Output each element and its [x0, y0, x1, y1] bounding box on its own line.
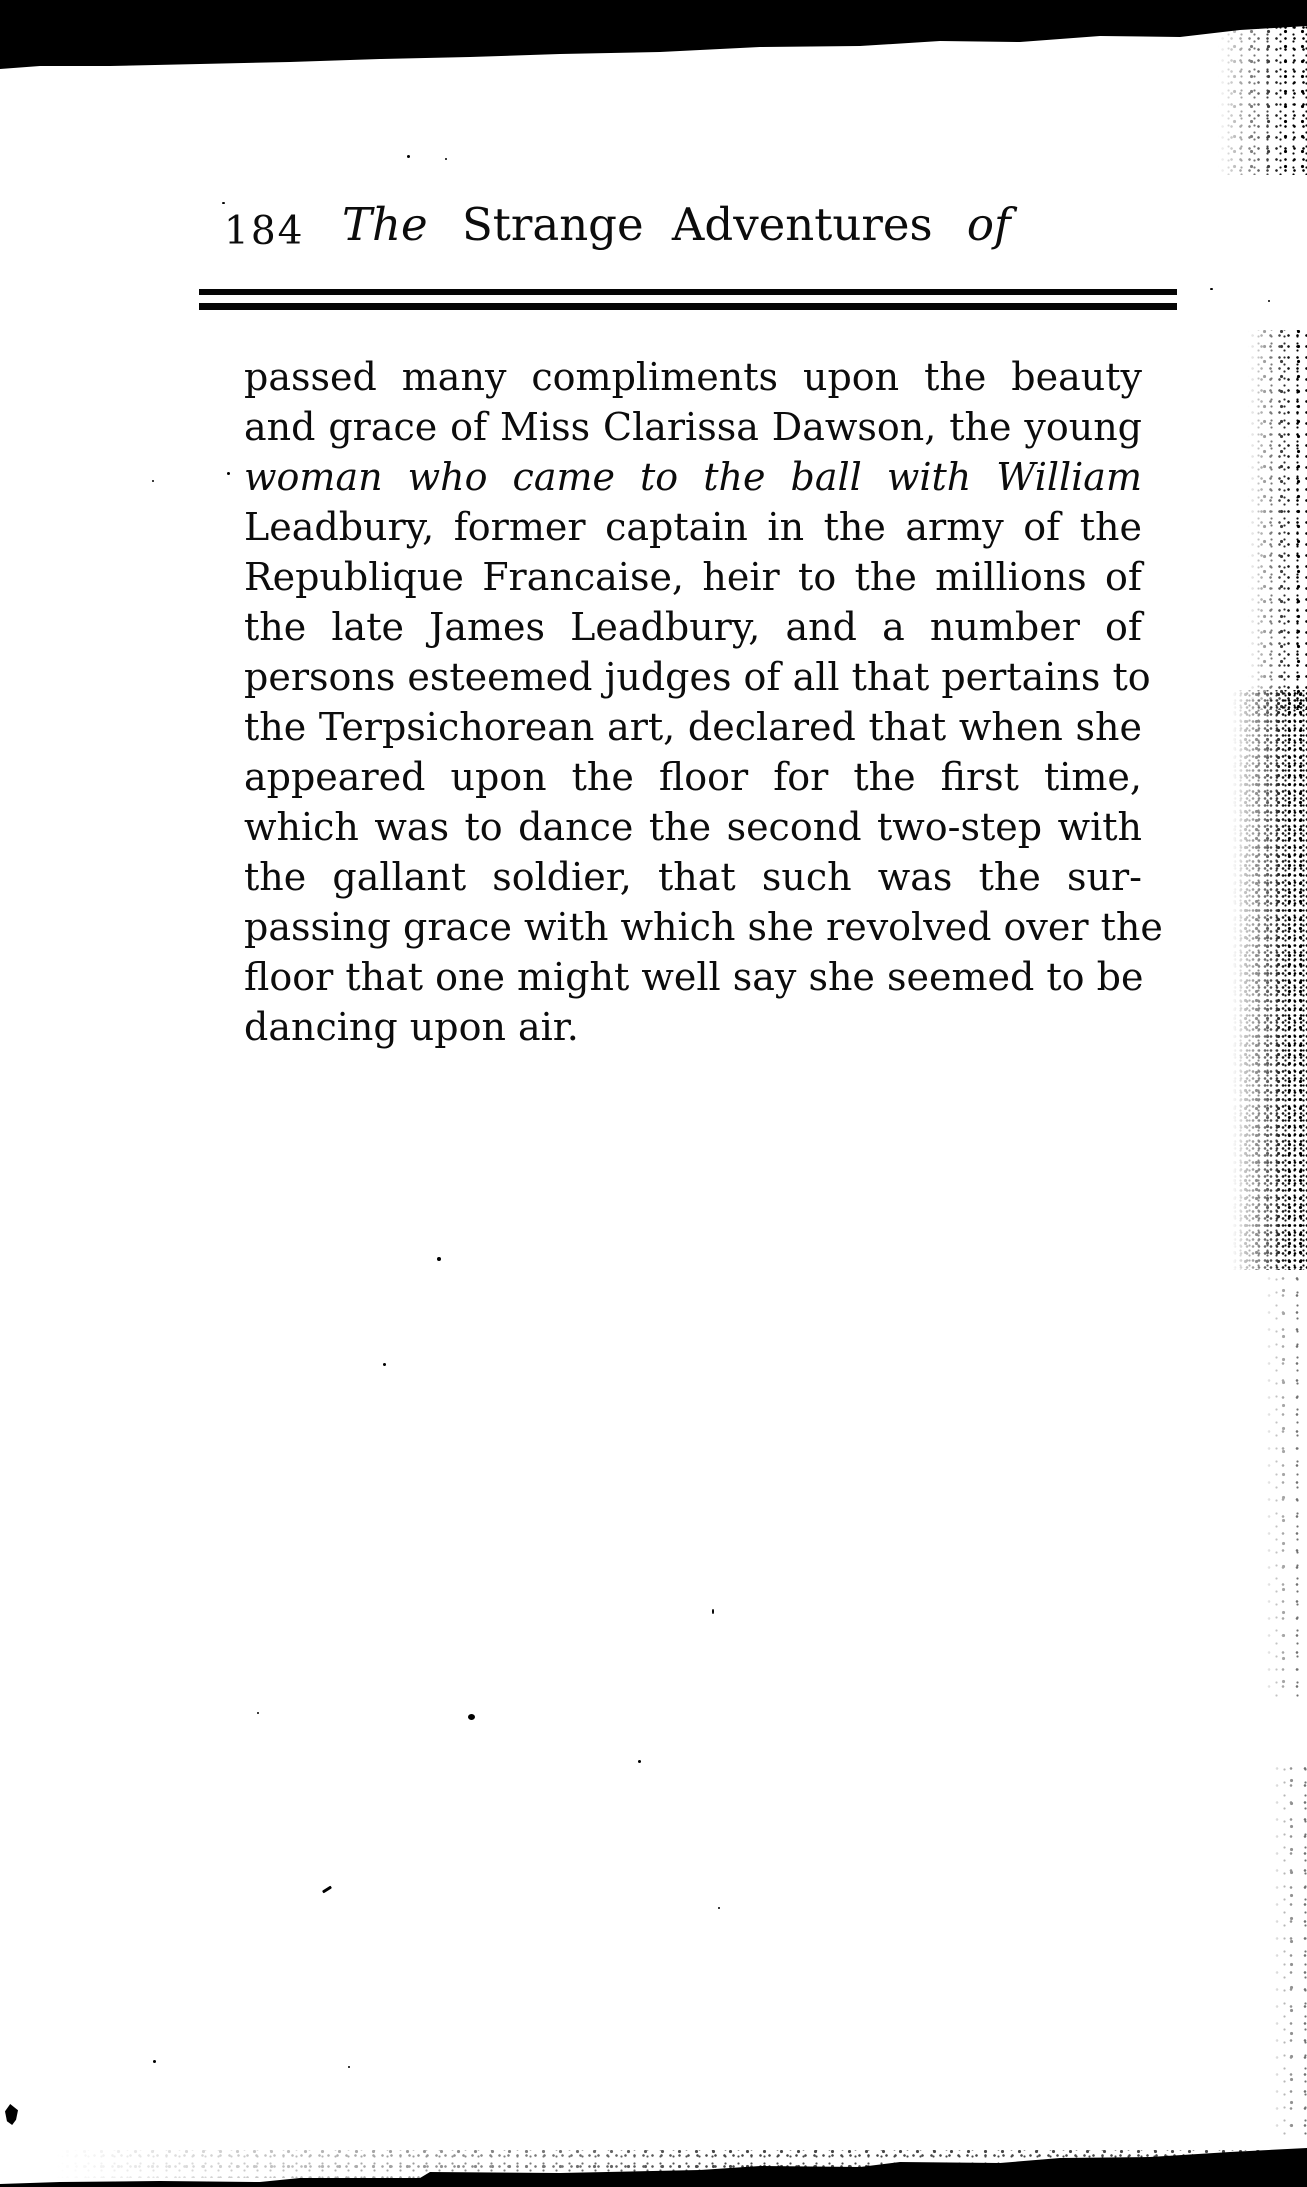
ink-speck	[468, 1714, 475, 1720]
scan-noise-right-upper	[1248, 330, 1307, 710]
ink-speck	[222, 202, 225, 204]
text-line: appeared upon the floor for the first time,	[244, 755, 1142, 799]
scan-noise-right-mid	[1232, 690, 1307, 1270]
text-line: floor that one might well say she seemed to be	[244, 955, 1144, 999]
text-line: passed many compliments upon the beauty	[244, 355, 1142, 399]
scan-top-edge-bar	[0, 0, 1307, 80]
text-line: the late James Leadbury, and a number of	[244, 605, 1142, 649]
paragraph	[244, 352, 1163, 1052]
text-line: and grace of Miss Clarissa Dawson, the young	[244, 405, 1142, 449]
running-title	[342, 198, 1011, 251]
ink-speck	[1268, 300, 1270, 302]
scan-noise-top-right	[1218, 0, 1307, 175]
text-line: Leadbury, former captain in the army of the	[244, 505, 1142, 549]
ink-speck	[445, 158, 447, 160]
ink-speck	[437, 1257, 441, 1261]
running-title-word: Strange Adventures	[461, 198, 933, 251]
header-double-rule	[199, 289, 1177, 310]
running-title-word: The	[342, 198, 428, 251]
ink-speck	[383, 1363, 386, 1366]
ink-speck	[152, 480, 154, 482]
text-line: dancing upon air.	[244, 1005, 579, 1049]
scan-noise-right-bottom	[1270, 1760, 1307, 2140]
text-line: passing grace with which she revolved over the	[244, 905, 1163, 949]
ink-speck	[227, 472, 230, 475]
ink-speck	[1210, 288, 1213, 290]
running-title-word: of	[966, 198, 1011, 251]
ink-speck	[348, 2066, 350, 2068]
text-line: the gallant soldier, that such was the sur-	[244, 855, 1142, 899]
scan-noise-right-lower	[1262, 1270, 1307, 1700]
ink-speck	[638, 1760, 641, 1763]
ink-speck	[322, 1886, 332, 1894]
page-number: 184	[224, 209, 305, 254]
text-line: the Terpsichorean art, declared that when she	[244, 705, 1142, 749]
scan-noise-bottom-strip	[0, 2150, 1307, 2178]
ink-speck	[407, 155, 410, 158]
ink-blot-bottom-left	[5, 2104, 18, 2125]
text-line: which was to dance the second two-step with	[244, 805, 1142, 849]
ink-speck	[718, 1907, 720, 1909]
text-line: Republique Francaise, heir to the millions of	[244, 555, 1142, 599]
text-line: persons esteemed judges of all that pertains to	[244, 655, 1151, 699]
ink-speck	[257, 1712, 259, 1714]
text-line: woman who came to the ball with William	[244, 455, 1142, 499]
ink-speck	[153, 2060, 156, 2063]
ink-speck	[712, 1609, 714, 1614]
